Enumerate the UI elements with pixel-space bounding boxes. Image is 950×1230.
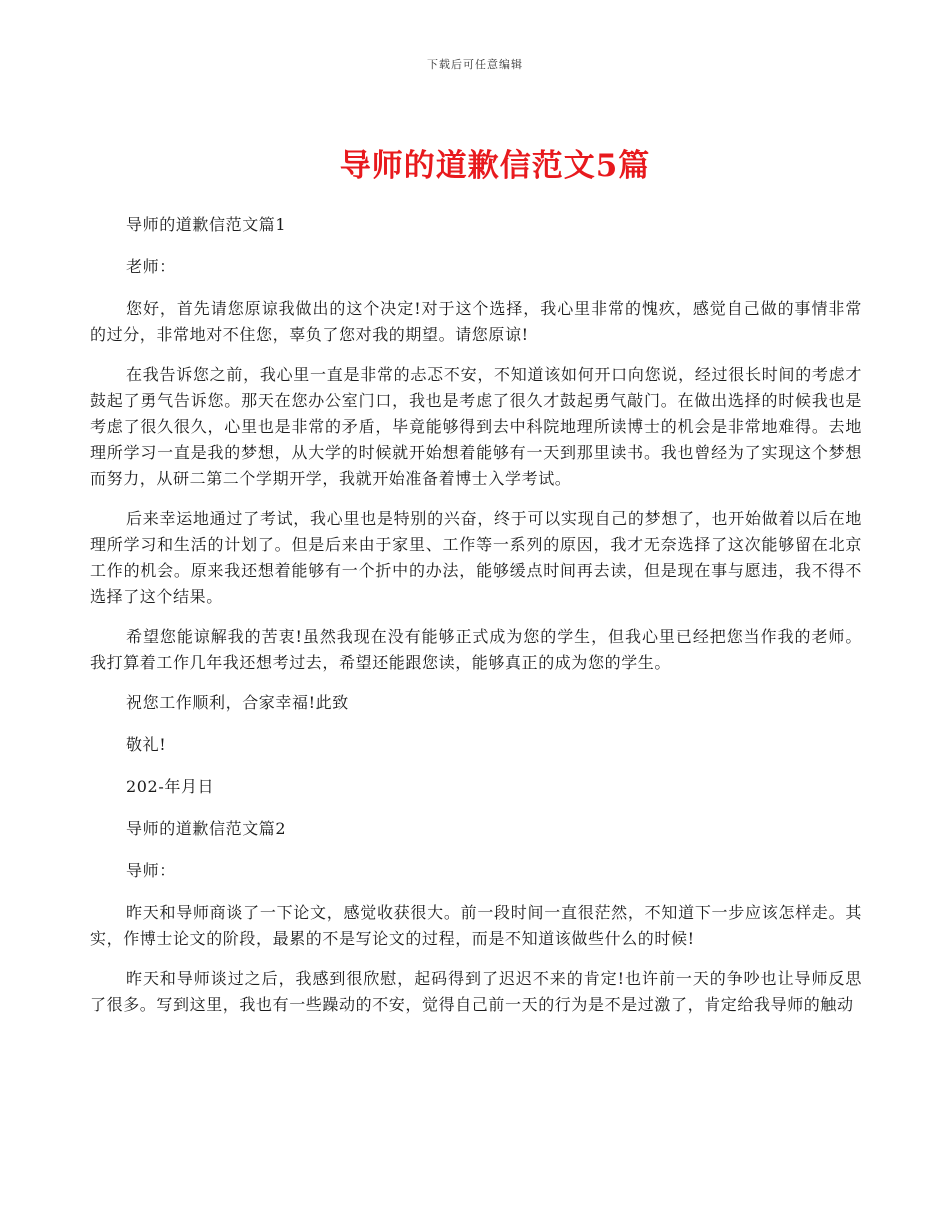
body-paragraph: 后来幸运地通过了考试，我心里也是特别的兴奋，终于可以实现自己的梦想了，也开始做着以后在地理所学习和生活的计划了。但是后来由于家里、工作等一系列的原因，我才无奈选择了这次能够留在北京工作的机会。原来我还想着能够有一个折中的办法，能够缓点时间再去读，但是现在事与愿违，我不得不选择了这个结果。 [90,509,862,606]
closing-wish: 祝您工作顺利，合家幸福!此致 [126,693,349,712]
salutation-2: 导师： [126,861,176,880]
body-paragraph: 希望您能谅解我的苦衷!虽然我现在没有能够正式成为您的学生，但我心里已经把您当作我的老师。我打算着工作几年我还想考过去，希望还能跟您读，能够真正的成为您的学生。 [90,627,862,672]
section-heading-2: 导师的道歉信范文篇2 [126,819,287,838]
body-paragraph: 昨天和导师商谈了一下论文，感觉收获很大。前一段时间一直很茫然，不知道下一步应该怎样走。其实，作博士论文的阶段，最累的不是写论文的过程，而是不知道该做些什么的时候! [90,903,862,948]
body-paragraph: 在我告诉您之前，我心里一直是非常的忐忑不安，不知道该如何开口向您说，经过很长时间的考虑才鼓起了勇气告诉您。那天在您办公室门口，我也是考虑了很久才鼓起勇气敲门。在做出选择的时候我也是考虑了很久很久，心里也是非常的矛盾，毕竟能够得到去中科院地理所读博士的机会是非常地难得。去地理所学习一直是我的梦想，从大学的时候就开始想着能够有一天到那里读书。我也曾经为了实现这个梦想而努力，从研二第二个学期开学，我就开始准备着博士入学考试。 [90,365,862,488]
closing-regards: 敬礼! [126,735,167,754]
document-title: 导师的道歉信范文5篇 [339,148,651,184]
body-paragraph: 昨天和导师谈过之后，我感到很欣慰，起码得到了迟迟不来的肯定!也许前一天的争吵也让导师反思了很多。写到这里，我也有一些躁动的不安，觉得自己前一天的行为是不是过激了，肯定给我导师的触动 [90,969,862,1014]
salutation-1: 老师： [126,257,176,276]
date-line: 202-年月日 [126,777,215,796]
header-note: 下载后可任意编辑 [427,58,523,71]
section-heading-1: 导师的道歉信范文篇1 [126,215,287,234]
body-paragraph: 您好，首先请您原谅我做出的这个决定!对于这个选择，我心里非常的愧疚，感觉自己做的事情非常的过分，非常地对不住您，辜负了您对我的期望。请您原谅! [90,299,862,344]
document-body [90,212,862,1032]
